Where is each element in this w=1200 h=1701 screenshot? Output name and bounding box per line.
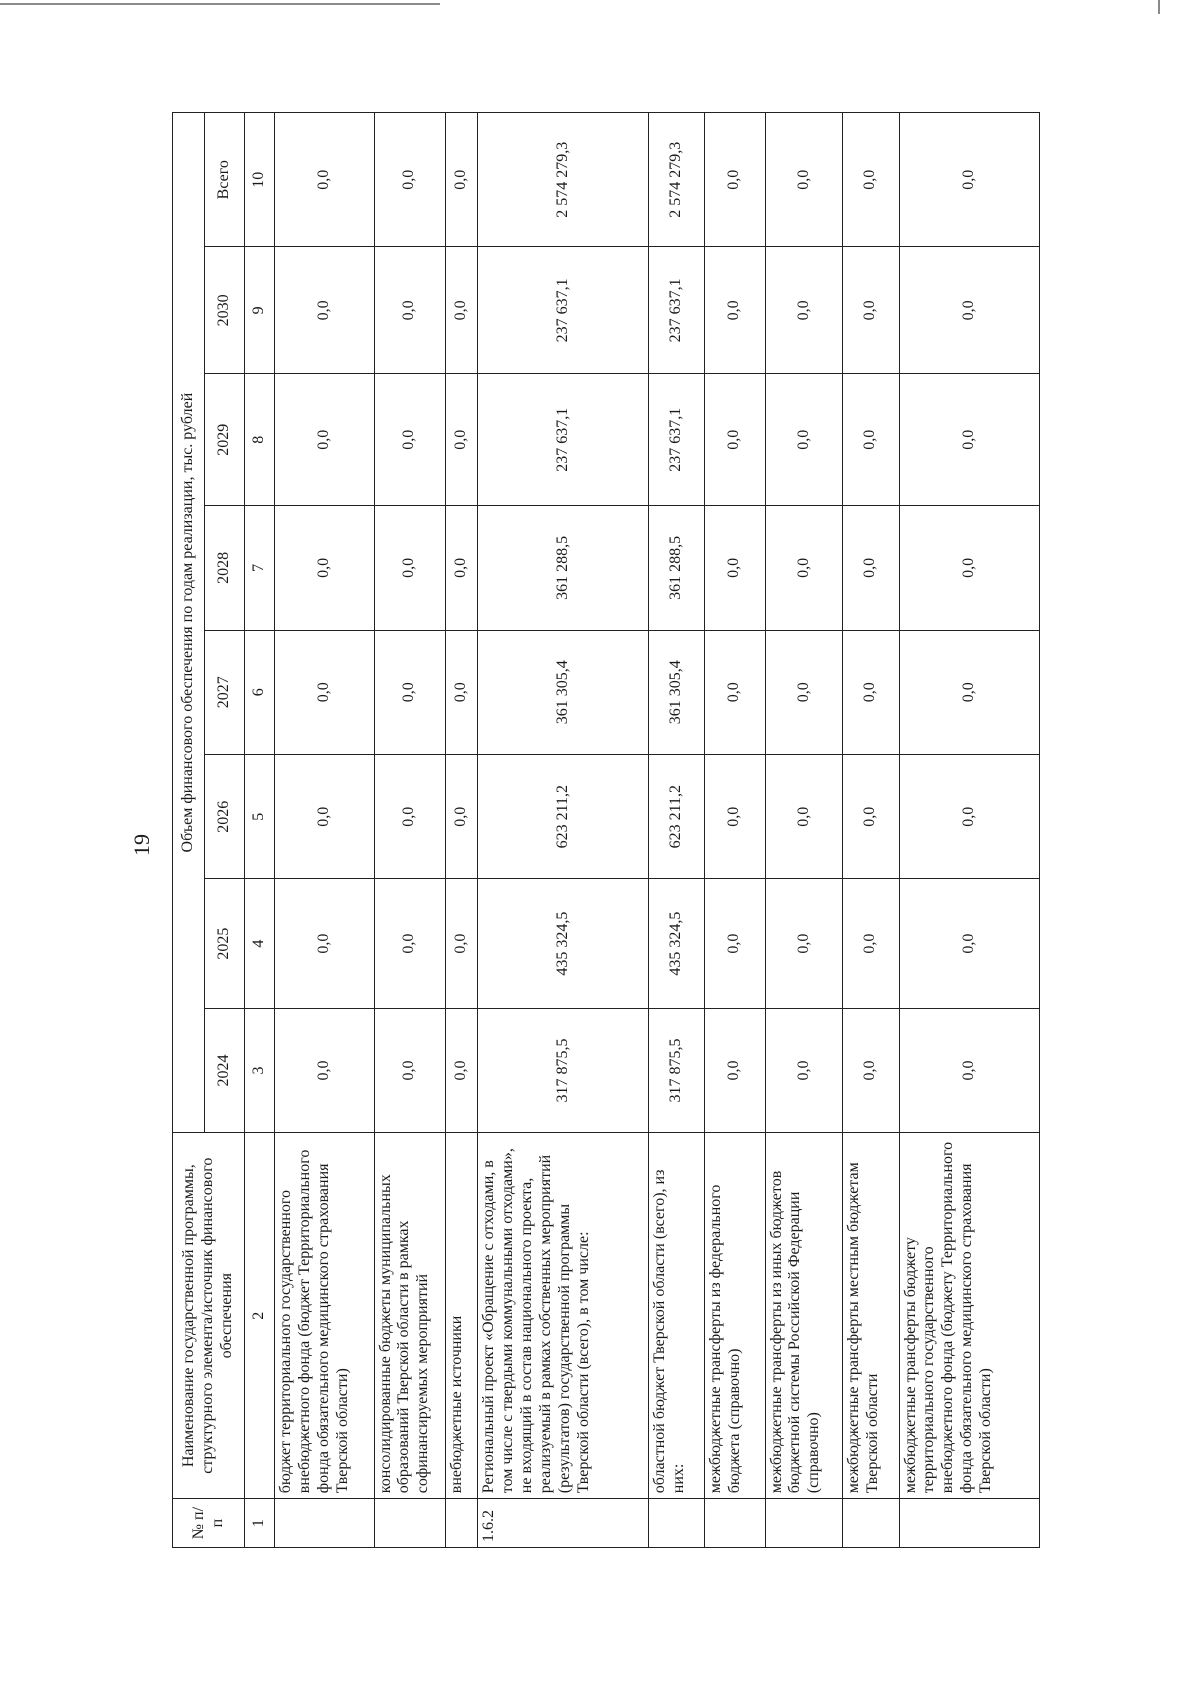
table-row <box>765 113 843 1548</box>
header-row-top <box>173 113 205 1548</box>
funding-source-name: консолидированные бюджеты муниципальных образований Тверской области в рамках софинансируемых мероприятий <box>374 1133 445 1499</box>
year-value: 0,0 <box>843 247 899 374</box>
total-value: 0,0 <box>374 113 445 247</box>
year-value: 0,0 <box>445 247 477 374</box>
total-value: 0,0 <box>705 113 765 247</box>
column-index: 2 <box>245 1133 275 1499</box>
year-value: 0,0 <box>275 506 374 630</box>
year-value: 0,0 <box>445 506 477 630</box>
year-value: 0,0 <box>275 754 374 878</box>
funding-source-name: межбюджетные трансферты местным бюджетам Тверской области <box>843 1133 899 1499</box>
table-row <box>648 113 704 1548</box>
year-value: 0,0 <box>275 1008 374 1132</box>
year-value: 0,0 <box>705 506 765 630</box>
funding-source-name: межбюджетные трансферты бюджету территориального государственного внебюджетного фонда (бюджету Территориального фонда обязательного медицинского страхования Тверской области) <box>899 1133 1040 1499</box>
year-value: 0,0 <box>765 247 843 374</box>
scan-edge-line <box>0 3 440 5</box>
header-year: 2028 <box>205 506 245 630</box>
funding-source-name: межбюджетные трансферты из иных бюджетов бюджетной системы Российской Федерации (справочно) <box>765 1133 843 1499</box>
year-value: 0,0 <box>445 1008 477 1132</box>
table-row <box>374 113 445 1548</box>
row-number <box>899 1499 1040 1548</box>
year-value: 0,0 <box>275 374 374 506</box>
year-value: 0,0 <box>275 247 374 374</box>
column-index: 10 <box>245 113 275 247</box>
table-row <box>445 113 477 1548</box>
year-value: 0,0 <box>765 630 843 754</box>
year-value: 0,0 <box>899 247 1040 374</box>
row-number <box>445 1499 477 1548</box>
financing-table <box>172 112 1040 1548</box>
year-value: 361 305,4 <box>648 630 704 754</box>
year-value: 0,0 <box>374 374 445 506</box>
year-value: 0,0 <box>899 630 1040 754</box>
year-value: 0,0 <box>275 630 374 754</box>
year-value: 0,0 <box>899 1008 1040 1132</box>
year-value: 0,0 <box>705 247 765 374</box>
row-number <box>275 1499 374 1548</box>
total-value: 0,0 <box>765 113 843 247</box>
header-name: Наименование государственной программы, структурного элемента/источник финансового обеспечения <box>173 1133 245 1499</box>
year-value: 0,0 <box>374 630 445 754</box>
year-value: 0,0 <box>445 374 477 506</box>
year-value: 0,0 <box>374 1008 445 1132</box>
year-value: 0,0 <box>899 879 1040 1008</box>
header-year: 2025 <box>205 879 245 1008</box>
funding-source-name: Региональный проект «Обращение с отходами, в том числе с твердыми коммунальными отходами», не входящий в состав национального проекта, реализуемый в рамках собственных мероприятий (результатов) государственной программы Тверской области (всего), в том числе: <box>478 1133 649 1499</box>
year-value: 361 288,5 <box>478 506 649 630</box>
table-row <box>705 113 765 1548</box>
funding-source-name: бюджет территориального государственного внебюджетного фонда (бюджет Территориального фонда обязательного медицинского страхования Тверской области) <box>275 1133 374 1499</box>
year-value: 0,0 <box>899 506 1040 630</box>
year-value: 0,0 <box>275 879 374 1008</box>
column-index: 1 <box>245 1499 275 1548</box>
row-number <box>648 1499 704 1548</box>
year-value: 0,0 <box>705 754 765 878</box>
header-financing-group: Объем финансового обеспечения по годам реализации, тыс. рублей <box>173 113 205 1133</box>
year-value: 317 875,5 <box>478 1008 649 1132</box>
funding-source-name: областной бюджет Тверской области (всего), из них: <box>648 1133 704 1499</box>
header-year: 2026 <box>205 754 245 878</box>
year-value: 361 288,5 <box>648 506 704 630</box>
year-value: 435 324,5 <box>478 879 649 1008</box>
year-value: 0,0 <box>705 374 765 506</box>
table-row <box>478 113 649 1548</box>
header-year: 2024 <box>205 1008 245 1132</box>
year-value: 0,0 <box>843 1008 899 1132</box>
header-year: 2027 <box>205 630 245 754</box>
year-value: 0,0 <box>843 754 899 878</box>
year-value: 623 211,2 <box>478 754 649 878</box>
scan-corner-mark <box>1158 0 1160 14</box>
total-value: 0,0 <box>275 113 374 247</box>
year-value: 0,0 <box>445 754 477 878</box>
column-index: 5 <box>245 754 275 878</box>
header-no: № п/п <box>173 1499 245 1548</box>
year-value: 0,0 <box>765 879 843 1008</box>
year-value: 0,0 <box>765 754 843 878</box>
row-number <box>705 1499 765 1548</box>
table-row <box>275 113 374 1548</box>
table-row <box>843 113 899 1548</box>
column-index: 7 <box>245 506 275 630</box>
total-value: 2 574 279,3 <box>478 113 649 247</box>
year-value: 0,0 <box>705 879 765 1008</box>
year-value: 0,0 <box>374 247 445 374</box>
total-value: 2 574 279,3 <box>648 113 704 247</box>
year-value: 0,0 <box>765 374 843 506</box>
header-year: 2029 <box>205 374 245 506</box>
year-value: 0,0 <box>765 506 843 630</box>
funding-source-name: межбюджетные трансферты из федерального бюджета (справочно) <box>705 1133 765 1499</box>
column-index-row <box>245 113 275 1548</box>
row-number <box>843 1499 899 1548</box>
column-index: 9 <box>245 247 275 374</box>
year-value: 0,0 <box>445 630 477 754</box>
total-value: 0,0 <box>899 113 1040 247</box>
year-value: 0,0 <box>843 630 899 754</box>
column-index: 8 <box>245 374 275 506</box>
year-value: 0,0 <box>843 374 899 506</box>
row-number: 1.6.2 <box>478 1499 649 1548</box>
year-value: 623 211,2 <box>648 754 704 878</box>
year-value: 0,0 <box>843 506 899 630</box>
column-index: 4 <box>245 879 275 1008</box>
total-value: 0,0 <box>843 113 899 247</box>
year-value: 237 637,1 <box>648 247 704 374</box>
page-number: 19 <box>129 834 154 856</box>
year-value: 361 305,4 <box>478 630 649 754</box>
header-year: 2030 <box>205 247 245 374</box>
year-value: 0,0 <box>705 630 765 754</box>
row-number <box>374 1499 445 1548</box>
header-total: Всего <box>205 113 245 247</box>
rotated-table-container <box>172 112 1040 1548</box>
year-value: 237 637,1 <box>478 247 649 374</box>
year-value: 0,0 <box>445 879 477 1008</box>
year-value: 0,0 <box>374 879 445 1008</box>
column-index: 3 <box>245 1008 275 1132</box>
year-value: 0,0 <box>899 374 1040 506</box>
year-value: 0,0 <box>843 879 899 1008</box>
year-value: 0,0 <box>374 506 445 630</box>
column-index: 6 <box>245 630 275 754</box>
year-value: 0,0 <box>705 1008 765 1132</box>
year-value: 0,0 <box>899 754 1040 878</box>
year-value: 237 637,1 <box>478 374 649 506</box>
year-value: 0,0 <box>765 1008 843 1132</box>
year-value: 237 637,1 <box>648 374 704 506</box>
year-value: 0,0 <box>374 754 445 878</box>
year-value: 317 875,5 <box>648 1008 704 1132</box>
year-value: 435 324,5 <box>648 879 704 1008</box>
table-row <box>899 113 1040 1548</box>
total-value: 0,0 <box>445 113 477 247</box>
funding-source-name: внебюджетные источники <box>445 1133 477 1499</box>
row-number <box>765 1499 843 1548</box>
